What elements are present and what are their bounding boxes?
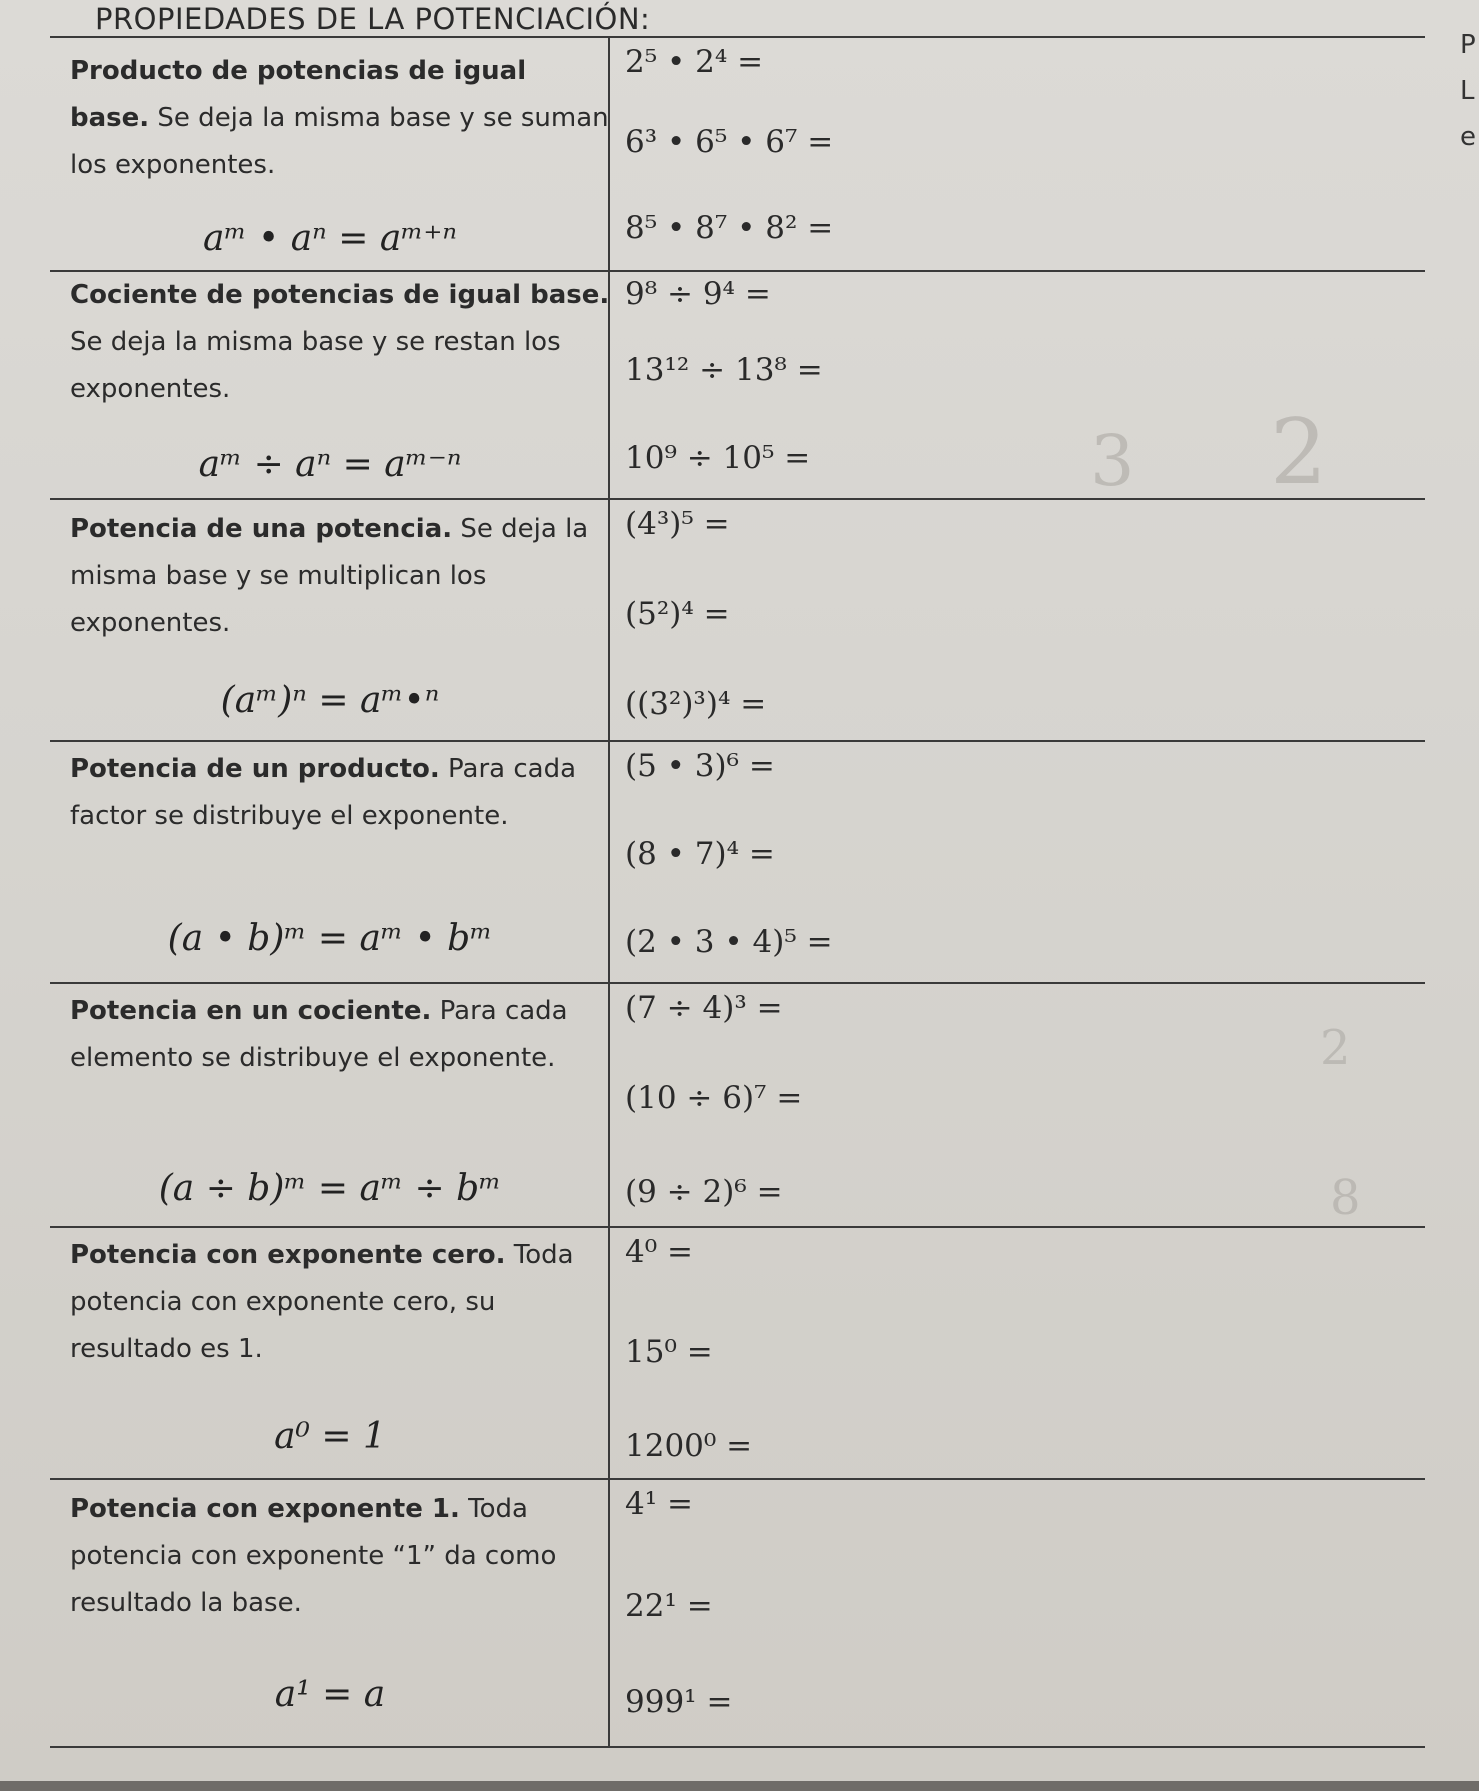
margin-letter: P (1460, 30, 1476, 60)
exercise: 2⁵ • 2⁴ = (625, 44, 764, 80)
table-row-cociente (50, 270, 1425, 500)
exercise: 8⁵ • 8⁷ • 8² = (625, 210, 834, 246)
exercise: 4⁰ = (625, 1234, 693, 1270)
table-row-potencia-de-potencia (50, 498, 1425, 742)
table-row-producto (50, 36, 1425, 272)
rule-formula: aᵐ • aⁿ = aᵐ⁺ⁿ (203, 218, 457, 259)
rule-explanation: Toda potencia con exponente cero, su resultado es 1. (70, 1240, 574, 1364)
exercise: (8 • 7)⁴ = (625, 836, 775, 872)
rule-name: Producto de potencias de igual base. (70, 56, 527, 133)
exercise: (9 ÷ 2)⁶ = (625, 1174, 783, 1210)
rule-name: Potencia de una potencia. (70, 514, 453, 544)
exercise: 6³ • 6⁵ • 6⁷ = (625, 124, 834, 160)
rule-name: Potencia de un producto. (70, 754, 440, 784)
rule-explanation: Toda potencia con exponente “1” da como resultado la base. (70, 1494, 557, 1618)
margin-letter: e (1460, 122, 1476, 152)
bleed-through-mark: 2 (1270, 400, 1328, 505)
rule-description (70, 506, 610, 647)
rule-formula: a¹ = a (274, 1674, 386, 1715)
table-row-exponente-uno (50, 1478, 1425, 1748)
exercise: (2 • 3 • 4)⁵ = (625, 924, 833, 960)
exercise: (10 ÷ 6)⁷ = (625, 1080, 803, 1116)
rule-explanation: Para cada factor se distribuye el exponente. (70, 754, 577, 831)
rule-explanation: Se deja la misma base y se suman los exponentes. (70, 103, 609, 180)
rule-description (70, 1232, 610, 1373)
margin-letter: L (1460, 76, 1475, 106)
rule-description (70, 272, 610, 413)
rule-description (70, 1486, 610, 1627)
rule-name: Potencia con exponente cero. (70, 1240, 506, 1270)
exercise: 9⁸ ÷ 9⁴ = (625, 276, 771, 312)
exercise: 999¹ = (625, 1684, 733, 1720)
rule-description (70, 988, 610, 1082)
exercise: (7 ÷ 4)³ = (625, 990, 783, 1026)
exercise: (5 • 3)⁶ = (625, 748, 775, 784)
rule-description (70, 746, 610, 840)
rule-name: Potencia con exponente 1. (70, 1494, 460, 1524)
exercise: 22¹ = (625, 1588, 713, 1624)
exercise: 10⁹ ÷ 10⁵ = (625, 440, 811, 476)
table-row-potencia-en-cociente (50, 982, 1425, 1228)
page-title: PROPIEDADES DE LA POTENCIACIÓN: (95, 2, 651, 36)
rule-formula: (a • b)ᵐ = aᵐ • bᵐ (167, 918, 493, 959)
exercise: (4³)⁵ = (625, 506, 730, 542)
table-row-potencia-de-producto (50, 740, 1425, 984)
rule-name: Potencia en un cociente. (70, 996, 432, 1026)
rule-formula: a⁰ = 1 (274, 1416, 386, 1457)
exercise: 13¹² ÷ 13⁸ = (625, 352, 823, 388)
rule-explanation: Se deja la misma base y se multiplican los exponentes. (70, 514, 589, 638)
bleed-through-mark: 3 (1090, 420, 1135, 502)
bleed-through-mark: 8 (1330, 1170, 1361, 1226)
page-bottom-edge (0, 1781, 1479, 1791)
exercise: 4¹ = (625, 1486, 693, 1522)
rule-description (70, 48, 610, 189)
rule-formula: (a ÷ b)ᵐ = aᵐ ÷ bᵐ (158, 1168, 502, 1209)
rule-explanation: Se deja la misma base y se restan los exponentes. (70, 327, 561, 404)
cut-off-margin-text (1460, 30, 1479, 168)
exercise: 1200⁰ = (625, 1428, 753, 1464)
bleed-through-mark: 2 (1320, 1020, 1351, 1076)
exercise: 15⁰ = (625, 1334, 713, 1370)
exercise: ((3²)³)⁴ = (625, 686, 767, 722)
rule-name: Cociente de potencias de igual base. (70, 280, 610, 310)
exercise: (5²)⁴ = (625, 596, 730, 632)
rule-formula: aᵐ ÷ aⁿ = aᵐ⁻ⁿ (198, 444, 462, 485)
table-row-exponente-cero (50, 1226, 1425, 1480)
rule-explanation: Para cada elemento se distribuye el exponente. (70, 996, 568, 1073)
rule-formula: (aᵐ)ⁿ = aᵐ•ⁿ (220, 680, 440, 721)
